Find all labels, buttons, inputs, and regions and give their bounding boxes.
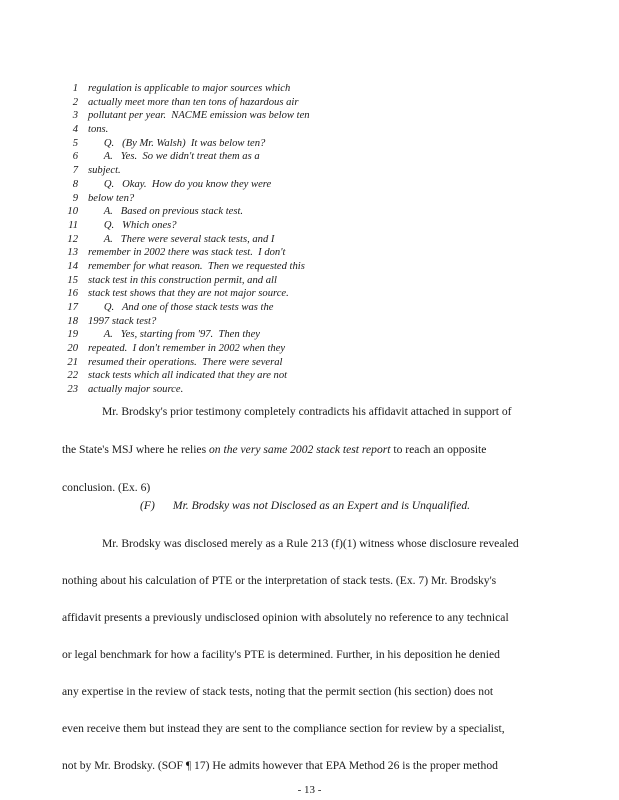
- deposition-line: [62, 274, 382, 288]
- line-number: 17: [67, 302, 78, 313]
- section-title: Mr. Brodsky was not Disclosed as an Expert and is Unqualified.: [172, 499, 471, 512]
- line-number: 20: [67, 343, 78, 355]
- line-number: 19: [67, 329, 78, 341]
- section-number: (F): [140, 499, 155, 512]
- deposition-line: [62, 328, 382, 342]
- line-number: 22: [67, 370, 78, 382]
- paragraph-text: conclusion. (Ex. 6): [62, 481, 151, 494]
- deposition-line: [62, 82, 382, 96]
- paragraph-line: [62, 759, 562, 772]
- deposition-line: [62, 383, 382, 397]
- deposition-line: [62, 369, 382, 383]
- line-number: 18: [67, 315, 78, 327]
- line-number: 3: [72, 110, 78, 122]
- line-text: actually major source.: [88, 384, 184, 396]
- line-number: 21: [67, 356, 78, 368]
- paragraph-text: the State's MSJ where he relies: [62, 443, 209, 456]
- deposition-line: [62, 123, 382, 137]
- deposition-line: [62, 178, 382, 192]
- line-text: repeated. I don't remember in 2002 when they: [88, 343, 286, 355]
- deposition-excerpt: [62, 82, 382, 397]
- line-number: 2: [72, 96, 78, 108]
- line-number: 4: [72, 124, 78, 136]
- line-text: Q. Okay. How do you know they were: [88, 178, 272, 190]
- paragraph-text: Mr. Brodsky's prior testimony completely contradicts his affidavit attached in support of: [102, 405, 512, 418]
- line-text: subject.: [88, 165, 121, 177]
- line-number: 1: [72, 83, 78, 94]
- line-number: 7: [72, 165, 78, 177]
- paragraph-text: any expertise in the review of stack tests, noting that the permit section (his section) does not: [62, 685, 494, 698]
- deposition-line: [62, 164, 382, 178]
- line-number: 16: [67, 288, 78, 300]
- emphasized-text: on the very same 2002 stack test report: [208, 443, 391, 456]
- deposition-line: [62, 205, 382, 219]
- line-number: 10: [67, 206, 78, 218]
- line-number: 8: [72, 178, 78, 190]
- line-number: 6: [72, 151, 78, 163]
- line-text: A. There were several stack tests, and I: [88, 233, 275, 245]
- line-text: resumed their operations. There were several: [88, 356, 283, 368]
- line-text: stack test in this construction permit, and all: [88, 274, 277, 286]
- line-number: 15: [67, 274, 78, 286]
- paragraph-line: [62, 611, 562, 624]
- line-number: 9: [72, 192, 78, 204]
- line-text: regulation is applicable to major sources which: [88, 83, 291, 94]
- line-text: remember for what reason. Then we requested this: [88, 260, 305, 272]
- section-heading: [140, 499, 470, 512]
- deposition-line: [62, 150, 382, 164]
- paragraph-line: [62, 722, 562, 735]
- paragraph-text: even receive them but instead they are sent to the compliance section for review by a specialist,: [62, 722, 505, 735]
- paragraph-line: [62, 537, 562, 550]
- line-text: actually meet more than ten tons of hazardous air: [88, 96, 299, 108]
- paragraph-text: or legal benchmark for how a facility's PTE is determined. Further, in his deposition he denied: [62, 648, 500, 661]
- deposition-line: [62, 287, 382, 301]
- deposition-line: [62, 233, 382, 247]
- line-text: Q. Which ones?: [88, 219, 177, 231]
- deposition-line: [62, 315, 382, 329]
- paragraph-line: [62, 443, 562, 456]
- paragraph-line: [62, 648, 562, 661]
- line-text: A. Yes, starting from '97. Then they: [88, 329, 260, 341]
- line-text: A. Yes. So we didn't treat them as a: [88, 151, 260, 163]
- paragraph-text: Mr. Brodsky was disclosed merely as a Rule 213 (f)(1) witness whose disclosure revealed: [102, 537, 519, 550]
- paragraph-line: [62, 405, 562, 418]
- paragraph-text: nothing about his calculation of PTE or the interpretation of stack tests. (Ex. 7) Mr. Brodsky's: [62, 574, 497, 587]
- line-number: 14: [67, 260, 78, 272]
- deposition-line: [62, 96, 382, 110]
- paragraph-line: [62, 685, 562, 698]
- deposition-line: [62, 246, 382, 260]
- line-text: Q. And one of those stack tests was the: [88, 302, 274, 313]
- line-text: A. Based on previous stack test.: [88, 206, 244, 218]
- line-number: 5: [72, 137, 78, 149]
- deposition-line: [62, 219, 382, 233]
- line-number: 13: [67, 247, 78, 259]
- paragraph-text: not by Mr. Brodsky. (SOF ¶ 17) He admits however that EPA Method 26 is the proper method: [62, 759, 498, 772]
- line-text: 1997 stack test?: [88, 315, 157, 327]
- line-number: 12: [67, 233, 78, 245]
- page-number: - 13 -: [297, 784, 322, 796]
- paragraph-line: [62, 574, 562, 587]
- line-text: Q. (By Mr. Walsh) It was below ten?: [88, 137, 266, 149]
- deposition-line: [62, 301, 382, 315]
- line-text: tons.: [88, 124, 109, 136]
- deposition-line: [62, 192, 382, 206]
- deposition-line: [62, 260, 382, 274]
- line-number: 23: [67, 384, 78, 396]
- line-text: stack tests which all indicated that they are not: [88, 370, 288, 382]
- paragraph-text: to reach an opposite: [390, 443, 487, 456]
- deposition-line: [62, 137, 382, 151]
- deposition-line: [62, 356, 382, 370]
- line-number: 11: [68, 219, 78, 231]
- line-text: remember in 2002 there was stack test. I don't: [88, 247, 286, 259]
- deposition-line: [62, 109, 382, 123]
- deposition-line: [62, 342, 382, 356]
- line-text: below ten?: [88, 192, 135, 204]
- paragraph-line: [62, 481, 562, 494]
- paragraph-text: affidavit presents a previously undisclosed opinion with absolutely no reference to any technical: [62, 611, 509, 624]
- line-text: pollutant per year. NACME emission was below ten: [88, 110, 310, 122]
- line-text: stack test shows that they are not major source.: [88, 288, 289, 300]
